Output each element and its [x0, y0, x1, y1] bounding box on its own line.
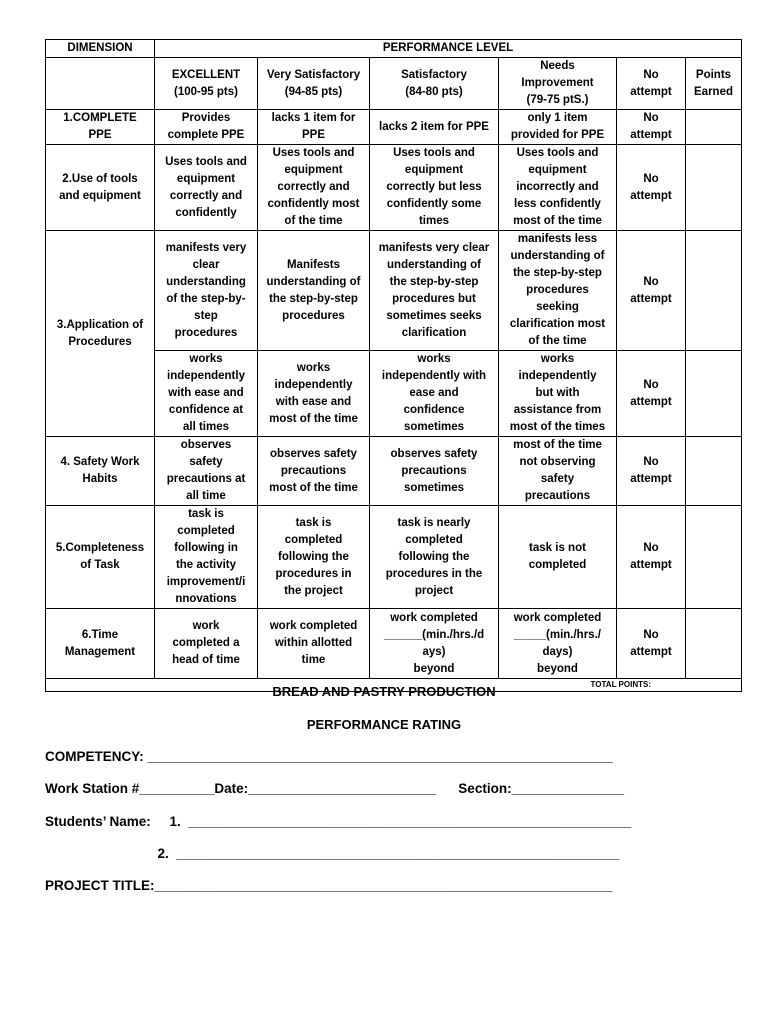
header-excellent: EXCELLENT (100-95 pts) [155, 58, 258, 110]
needs-improvement-cell: task is not completed [499, 506, 617, 609]
dimension-header: DIMENSION [46, 40, 155, 58]
row-safety-work-habits [46, 437, 742, 506]
satisfactory-cell: works independently with ease and confidence sometimes [370, 351, 499, 437]
excellent-cell: works independently with ease and confidence at all times [155, 351, 258, 437]
dimension-cell: 6.Time Management [46, 609, 155, 679]
dimension-cell: 5.Completeness of Task [46, 506, 155, 609]
competency-field[interactable]: COMPETENCY: ______________________________________________________________ [45, 749, 614, 764]
needs-improvement-cell: works independently but with assistance from most of the times [499, 351, 617, 437]
points-earned-cell[interactable] [686, 110, 742, 145]
form-subtitle: PERFORMANCE RATING [306, 717, 462, 732]
very-satisfactory-cell: works independently with ease and most of the time [258, 351, 370, 437]
very-satisfactory-cell: observes safety precautions most of the time [258, 437, 370, 506]
row-complete-ppe [46, 110, 742, 145]
very-satisfactory-cell: lacks 1 item for PPE [258, 110, 370, 145]
points-earned-cell[interactable] [686, 609, 742, 679]
satisfactory-cell: manifests very clear understanding of the step-by-step procedures but sometimes seeks clarification [370, 231, 499, 351]
header-blank [46, 58, 155, 110]
very-satisfactory-cell: task is completed following the procedures in the project [258, 506, 370, 609]
very-satisfactory-cell: Manifests understanding of the step-by-step procedures [258, 231, 370, 351]
points-earned-cell[interactable] [686, 506, 742, 609]
points-earned-cell[interactable] [686, 437, 742, 506]
workstation-date-section-field[interactable]: Work Station #__________Date:_________________________ Section:_______________ [45, 781, 625, 796]
header-satisfactory: Satisfactory (84-80 pts) [370, 58, 499, 110]
project-title-field[interactable]: PROJECT TITLE:_____________________________________________________________ [45, 878, 613, 893]
satisfactory-cell: observes safety precautions sometimes [370, 437, 499, 506]
student-name-1-field[interactable]: Students’ Name: 1. ___________________________________________________________ [45, 814, 632, 829]
header-no-attempt: No attempt [617, 58, 686, 110]
dimension-cell: 3.Application of Procedures [46, 231, 155, 437]
dimension-cell: 4. Safety Work Habits [46, 437, 155, 506]
header-needs-improvement: Needs Improvement (79-75 ptS.) [499, 58, 617, 110]
needs-improvement-cell: manifests less understanding of the step-by-step procedures seeking clarification most of the time [499, 231, 617, 351]
excellent-cell: observes safety precautions at all time [155, 437, 258, 506]
satisfactory-cell: work completed ______(min./hrs./d ays) beyond [370, 609, 499, 679]
row-time-management [46, 609, 742, 679]
no-attempt-cell: No attempt [617, 437, 686, 506]
points-earned-cell[interactable] [686, 231, 742, 351]
excellent-cell: work completed a head of time [155, 609, 258, 679]
excellent-cell: Uses tools and equipment correctly and confidently [155, 145, 258, 231]
satisfactory-cell: task is nearly completed following the procedures in the project [370, 506, 499, 609]
header-points-earned: Points Earned [686, 58, 742, 110]
no-attempt-cell: No attempt [617, 609, 686, 679]
row-application-of-procedures [46, 231, 742, 351]
needs-improvement-cell: work completed _____(min./hrs./ days) beyond [499, 609, 617, 679]
rubric-table [45, 39, 742, 692]
needs-improvement-cell: Uses tools and equipment incorrectly and less confidently most of the time [499, 145, 617, 231]
points-earned-cell[interactable] [686, 351, 742, 437]
points-earned-cell[interactable] [686, 145, 742, 231]
total-points-label: TOTAL POINTS: [46, 679, 742, 692]
no-attempt-cell: No attempt [617, 351, 686, 437]
header-row-1 [46, 40, 742, 58]
no-attempt-cell: No attempt [617, 231, 686, 351]
header-row-2 [46, 58, 742, 110]
very-satisfactory-cell: work completed within allotted time [258, 609, 370, 679]
header-very-satisfactory: Very Satisfactory (94-85 pts) [258, 58, 370, 110]
row-completeness-of-task [46, 506, 742, 609]
excellent-cell: Provides complete PPE [155, 110, 258, 145]
satisfactory-cell: Uses tools and equipment correctly but less confidently some times [370, 145, 499, 231]
satisfactory-cell: lacks 2 item for PPE [370, 110, 499, 145]
needs-improvement-cell: only 1 item provided for PPE [499, 110, 617, 145]
form-title: BREAD AND PASTRY PRODUCTION [272, 684, 496, 699]
no-attempt-cell: No attempt [617, 110, 686, 145]
dimension-cell: 2.Use of tools and equipment [46, 145, 155, 231]
no-attempt-cell: No attempt [617, 145, 686, 231]
row-use-of-tools [46, 145, 742, 231]
excellent-cell: manifests very clear understanding of the step-by- step procedures [155, 231, 258, 351]
very-satisfactory-cell: Uses tools and equipment correctly and confidently most of the time [258, 145, 370, 231]
excellent-cell: task is completed following in the activity improvement/i nnovations [155, 506, 258, 609]
needs-improvement-cell: most of the time not observing safety precautions [499, 437, 617, 506]
performance-level-header: PERFORMANCE LEVEL [155, 40, 742, 58]
student-name-2-field[interactable]: 2. ___________________________________________________________ [45, 846, 620, 861]
no-attempt-cell: No attempt [617, 506, 686, 609]
dimension-cell: 1.COMPLETE PPE [46, 110, 155, 145]
